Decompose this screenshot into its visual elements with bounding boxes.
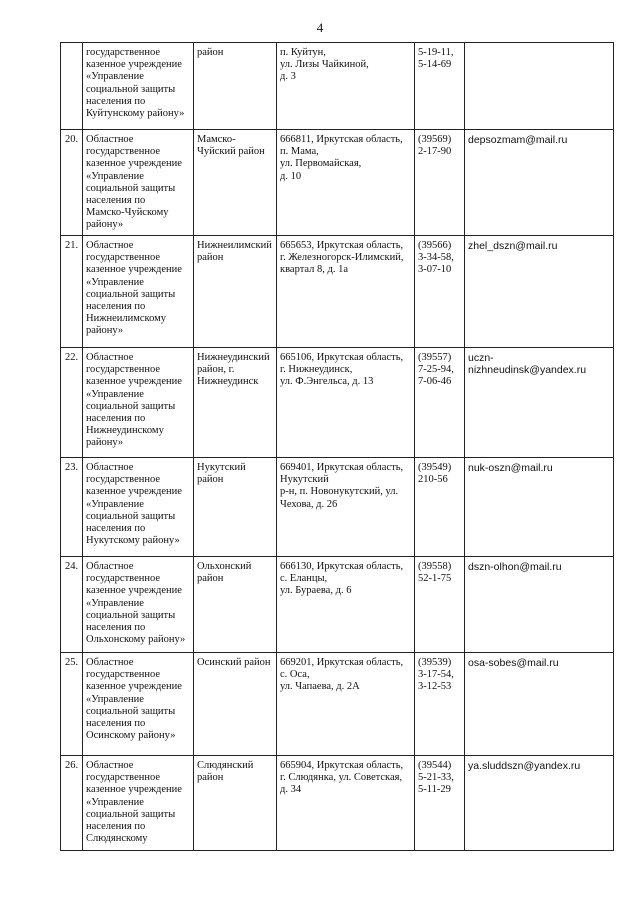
phone-cell (415, 557, 465, 653)
institution-name-cell (83, 43, 194, 130)
institution-name-cell (83, 756, 194, 851)
phone-line: 3-12-53 (418, 681, 452, 693)
district-line: Мамско- (197, 134, 236, 145)
institution-name-line: Областное (86, 352, 134, 363)
institution-name-line: социальной защиты (86, 288, 176, 300)
district-cell (194, 557, 277, 653)
institution-name-line: «Управление (86, 388, 144, 400)
phone-line: (39539) (418, 657, 452, 668)
phone-cell (415, 236, 465, 348)
email-cell (465, 458, 614, 557)
institution-name-line: Нижнеудинскому (86, 425, 164, 437)
institution-name-line: району» (86, 219, 124, 231)
address-line: с. Еланцы, (280, 573, 328, 585)
phone-line: 5-19-11, (418, 47, 454, 58)
address-cell (277, 557, 415, 653)
table-row (61, 43, 614, 130)
email-cell (465, 557, 614, 653)
institution-name-line: государственное (86, 669, 161, 681)
address-cell (277, 458, 415, 557)
email-cell (465, 653, 614, 756)
address-line: Нукутский (280, 474, 329, 486)
phone-line: (39549) (418, 462, 452, 473)
address-cell (277, 236, 415, 348)
address-line: 665904, Иркутская область, (280, 760, 404, 771)
district-line: район (197, 252, 224, 264)
phone-line: 3-17-54, (418, 669, 454, 681)
phone-line: 3-34-58, (418, 252, 454, 264)
row-number-cell (61, 557, 83, 653)
institution-name-line: государственное (86, 47, 161, 58)
row-number-cell (61, 130, 83, 236)
phone-line: (39557) (418, 352, 452, 363)
email-cell (465, 43, 614, 130)
phone-line: 2-17-90 (418, 146, 452, 158)
institution-name-line: Мамско-Чуйскому (86, 207, 169, 219)
address-line: 669201, Иркутская область, (280, 657, 404, 668)
district-line: район, г. (197, 364, 235, 376)
institution-name-line: социальной защиты (86, 400, 176, 412)
address-line: д. 3 (280, 71, 296, 83)
address-cell (277, 348, 415, 458)
institution-name-line: казенное учреждение (86, 376, 182, 388)
phone-cell (415, 653, 465, 756)
institution-name-line: социальной защиты (86, 510, 176, 522)
institution-name-line: социальной защиты (86, 83, 176, 95)
institution-name-line: Ольхонскому району» (86, 634, 186, 646)
institution-name-line: населения по (86, 195, 146, 207)
address-line: 666811, Иркутская область, (280, 134, 403, 145)
table-row (61, 458, 614, 557)
district-line: Слюдянский (197, 760, 254, 771)
district-line: Нижнеудинск (197, 376, 259, 388)
address-line: 665106, Иркутская область, (280, 352, 404, 363)
institution-name-line: социальной защиты (86, 182, 176, 194)
institution-name-cell (83, 557, 194, 653)
table-row (61, 130, 614, 236)
email-cell (465, 348, 614, 458)
institution-name-line: «Управление (86, 498, 144, 510)
address-line: ул. Первомайская, (280, 158, 362, 170)
address-line: р-н, п. Новонукутский, ул. (280, 486, 399, 498)
address-line: квартал 8, д. 1а (280, 264, 349, 276)
institution-name-line: социальной защиты (86, 609, 176, 621)
address-line: ул. Бураева, д. 6 (280, 585, 352, 597)
address-line: ул. Лизы Чайкиной, (280, 59, 369, 71)
address-line: д. 10 (280, 170, 302, 182)
phone-line: 7-06-46 (418, 376, 452, 388)
row-number: 26. (64, 760, 79, 771)
phone-cell (415, 130, 465, 236)
phone-line: 5-14-69 (418, 59, 452, 71)
institution-name-cell (83, 653, 194, 756)
institution-name-line: «Управление (86, 693, 144, 705)
row-number: 21. (64, 240, 79, 251)
institution-name-line: району» (86, 437, 124, 449)
row-number: 25. (64, 657, 79, 668)
institution-name-line: казенное учреждение (86, 264, 182, 276)
address-line: ул. Ф.Энгельса, д. 13 (280, 376, 374, 388)
institution-name-line: Областное (86, 561, 134, 572)
phone-cell (415, 43, 465, 130)
institution-name-line: казенное учреждение (86, 59, 182, 71)
institution-name-line: Осинскому району» (86, 730, 176, 742)
email[interactable]: zhel_dszn@mail.ru (468, 240, 558, 252)
email[interactable]: nuk-oszn@mail.ru (468, 462, 553, 474)
phone-line: (39569) (418, 134, 452, 145)
phone-line: 5-11-29 (418, 784, 451, 796)
institution-name-line: государственное (86, 252, 161, 264)
district-cell (194, 236, 277, 348)
institution-name-line: населения по (86, 413, 146, 425)
institution-name-line: социальной защиты (86, 705, 176, 717)
address-line: 666130, Иркутская область, (280, 561, 404, 572)
district-cell (194, 43, 277, 130)
table-row (61, 236, 614, 348)
phone-line: (39544) (418, 760, 452, 771)
address-line: п. Куйтун, (280, 47, 326, 58)
address-line: г. Нижнеудинск, (280, 364, 353, 376)
district-line: Нижнеудинский (197, 352, 270, 363)
institution-name-line: Областное (86, 134, 134, 145)
institution-name-line: населения по (86, 622, 146, 634)
phone-line: 5-21-33, (418, 772, 454, 784)
institution-name-line: «Управление (86, 597, 144, 609)
email[interactable]: depsozmam@mail.ru (468, 134, 568, 146)
institution-name-line: казенное учреждение (86, 158, 182, 170)
district-line: район (197, 573, 224, 585)
address-line: п. Мама, (280, 146, 319, 158)
phone-cell (415, 348, 465, 458)
institution-name-line: казенное учреждение (86, 585, 182, 597)
row-number-cell (61, 348, 83, 458)
address-line: г. Слюдянка, ул. Советская, (280, 772, 403, 784)
phone-cell (415, 458, 465, 557)
table-row (61, 557, 614, 653)
institution-name-line: Куйтунскому району» (86, 108, 185, 120)
district-line: район (197, 47, 224, 58)
institution-name-line: населения по (86, 523, 146, 535)
institution-name-line: государственное (86, 146, 161, 158)
row-number: 20. (64, 134, 79, 145)
phone-line: 210-56 (418, 474, 448, 486)
institution-name-line: Областное (86, 760, 134, 771)
row-number: 24. (64, 561, 79, 572)
institution-name-line: «Управление (86, 276, 144, 288)
page-number: 4 (316, 20, 324, 35)
table-row (61, 348, 614, 458)
district-line: Осинский район (197, 657, 271, 668)
district-cell (194, 653, 277, 756)
institution-name-line: «Управление (86, 170, 144, 182)
institution-name-line: «Управление (86, 796, 144, 808)
row-number-cell (61, 756, 83, 851)
district-line: Нижнеилимский (197, 240, 272, 251)
address-line: с. Оса, (280, 669, 310, 681)
institution-name-line: Нукутскому району» (86, 535, 180, 547)
address-cell (277, 653, 415, 756)
institution-name-line: казенное учреждение (86, 784, 182, 796)
district-cell (194, 130, 277, 236)
institution-name-cell (83, 236, 194, 348)
row-number-cell (61, 653, 83, 756)
institution-name-line: Областное (86, 240, 134, 251)
institution-name-line: Областное (86, 657, 134, 668)
address-line: 665653, Иркутская область, (280, 240, 404, 251)
address-cell (277, 43, 415, 130)
district-cell (194, 458, 277, 557)
district-line: район (197, 772, 224, 784)
email[interactable]: uczn-nizhneudinsk@yandex.ru (468, 352, 587, 377)
address-line: г. Железногорск-Илимский, (280, 252, 404, 264)
institution-name-line: населения по (86, 821, 146, 833)
email[interactable]: dszn-olhon@mail.ru (468, 561, 562, 573)
phone-line: 7-25-94, (418, 364, 454, 376)
row-number-cell (61, 236, 83, 348)
institution-name-line: району» (86, 325, 124, 337)
district-cell (194, 348, 277, 458)
table-row (61, 653, 614, 756)
institution-name-line: Областное (86, 462, 134, 473)
institution-name-line: казенное учреждение (86, 486, 182, 498)
institution-name-line: государственное (86, 573, 161, 585)
email-cell (465, 130, 614, 236)
email-cell (465, 756, 614, 851)
institution-name-line: населения по (86, 718, 146, 730)
row-number: 23. (64, 462, 79, 473)
row-number: 22. (64, 352, 79, 363)
institution-name-line: населения по (86, 301, 146, 313)
row-number-cell (61, 43, 83, 130)
phone-line: (39566) (418, 240, 452, 251)
phone-line: 52-1-75 (418, 573, 452, 585)
institution-name-line: Нижнеилимскому (86, 313, 167, 325)
phone-line: (39558) (418, 561, 452, 572)
institution-name-line: государственное (86, 474, 161, 486)
table-row (61, 756, 614, 851)
institution-name-line: государственное (86, 772, 161, 784)
institutions-table (60, 42, 614, 851)
institution-name-line: Слюдянскому (86, 833, 148, 845)
district-line: Чуйский район (197, 146, 265, 158)
address-line: 669401, Иркутская область, (280, 462, 404, 473)
institution-name-line: «Управление (86, 71, 144, 83)
address-cell (277, 130, 415, 236)
institution-name-cell (83, 130, 194, 236)
address-line: ул. Чапаева, д. 2А (280, 681, 360, 693)
row-number-cell (61, 458, 83, 557)
address-line: д. 34 (280, 784, 302, 796)
institution-name-cell (83, 348, 194, 458)
institution-name-line: населения по (86, 95, 146, 107)
phone-cell (415, 756, 465, 851)
institution-name-cell (83, 458, 194, 557)
address-line: Чехова, д. 26 (280, 498, 338, 510)
email[interactable]: ya.sluddszn@yandex.ru (468, 760, 581, 772)
district-cell (194, 756, 277, 851)
district-line: район (197, 474, 224, 486)
institution-name-line: социальной защиты (86, 808, 176, 820)
district-line: Нукутский (197, 462, 246, 473)
email[interactable]: osa-sobes@mail.ru (468, 657, 559, 669)
phone-line: 3-07-10 (418, 264, 452, 276)
district-line: Ольхонский (197, 561, 252, 572)
address-cell (277, 756, 415, 851)
institution-name-line: казенное учреждение (86, 681, 182, 693)
email-cell (465, 236, 614, 348)
institution-name-line: государственное (86, 364, 161, 376)
